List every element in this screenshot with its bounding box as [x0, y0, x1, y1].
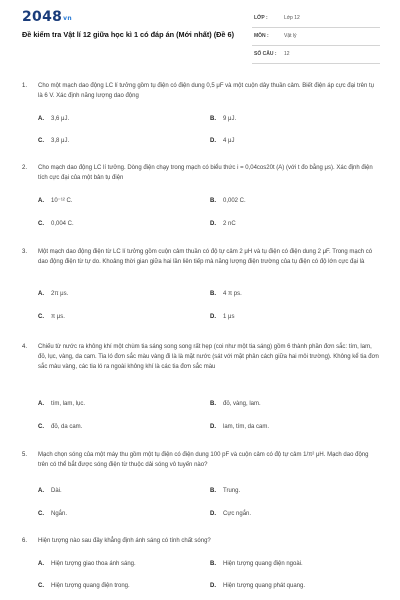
option-d[interactable] [210, 220, 236, 229]
option-key: C. [38, 424, 44, 430]
meta-value: 12 [284, 51, 290, 57]
option-text: 10⁻¹² C. [51, 198, 73, 204]
option-a[interactable] [38, 400, 85, 409]
option-text: 3,6 μJ. [51, 116, 70, 122]
option-d[interactable] [210, 313, 234, 322]
option-key: A. [38, 198, 44, 204]
option-text: Hiện tượng quang điện trong. [51, 583, 130, 589]
question-text: Hiện tượng nào sau đây khẳng định ánh sáng có tính chất sóng? [38, 538, 211, 544]
option-c[interactable] [38, 582, 130, 591]
option-b[interactable] [210, 560, 303, 569]
option-b[interactable] [210, 400, 261, 409]
meta-label: SỐ CÂU : [254, 51, 277, 57]
option-c[interactable] [38, 510, 67, 519]
option-a[interactable] [38, 487, 62, 496]
question-text: Một mạch dao động điện từ LC lí tưởng gồm cuộn cảm thuần có độ tự cảm 2 μH và tụ điện có điện dung 2 μF. Trong mạch có dao động điện từ tự do. Khoảng thời gian giữa hai lần liên tiếp mà năng lượng điện trường của tụ điện có độ lớn cực đại là [38, 249, 373, 265]
option-key: A. [38, 401, 44, 407]
meta-row-count [252, 48, 380, 64]
logo-text: 2048 [22, 9, 63, 25]
option-key: D. [210, 511, 216, 517]
site-logo[interactable] [22, 9, 72, 25]
question-number: 3. [22, 249, 28, 255]
option-key: D. [210, 314, 216, 320]
question-number: 1. [22, 83, 28, 89]
option-a[interactable] [38, 290, 68, 299]
option-text: 0,002 C. [223, 198, 246, 204]
exam-meta [252, 12, 380, 66]
option-text: Hiện tượng giao thoa ánh sáng. [51, 561, 136, 567]
option-b[interactable] [210, 290, 242, 299]
question-text: Chiếu từ nước ra không khí một chùm tia sáng song song rất hẹp (coi như một tia sáng) gồm 6 thành phần đơn sắc: tím, lam, đỏ, lục, vàng, da cam. Tia ló đơn sắc màu vàng đi là là mặt nước (sát với mặt phân cách giữa hai môi trường). Không kể tia đơn sắc màu vàng, các tia ló ra ngoài không khí là các tia đơn sắc màu [38, 344, 379, 370]
option-text: 0,004 C. [51, 221, 74, 227]
option-c[interactable] [38, 313, 65, 322]
meta-row-subject [252, 30, 380, 46]
option-text: Hiện tượng quang phát quang. [223, 583, 306, 589]
logo-suffix: vn [63, 15, 72, 22]
option-d[interactable] [210, 137, 234, 146]
option-text: Trung. [223, 488, 241, 494]
option-text: Ngắn. [51, 511, 68, 517]
question-number: 6. [22, 538, 28, 544]
option-key: C. [38, 138, 44, 144]
option-text: 1 μs [223, 314, 235, 320]
option-d[interactable] [210, 510, 251, 519]
option-text: Hiện tượng quang điện ngoài. [223, 561, 303, 567]
option-a[interactable] [38, 115, 69, 124]
option-c[interactable] [38, 220, 74, 229]
option-a[interactable] [38, 560, 136, 569]
option-text: 2 nC [223, 221, 236, 227]
option-b[interactable] [210, 115, 236, 124]
option-text: 4 π ps. [223, 291, 242, 297]
option-key: A. [38, 561, 44, 567]
option-text: π μs. [51, 314, 65, 320]
option-text: đỏ, da cam. [51, 424, 83, 430]
option-key: D. [210, 138, 216, 144]
meta-value: Vật lý [284, 33, 297, 39]
meta-row-class [252, 12, 380, 28]
question-number: 4. [22, 344, 28, 350]
option-text: lam, tím, da cam. [223, 424, 270, 430]
option-key: B. [210, 116, 216, 122]
question-text: Cho mạch dao động LC lí tưởng. Dòng điện chạy trong mạch có biểu thức i = 0,04cos20t (A) (với t đo bằng μs). Xác định điện tích cực đại của một bản tụ điện [38, 165, 373, 181]
option-key: C. [38, 221, 44, 227]
option-text: 4 μJ [223, 138, 235, 144]
question-text: Cho một mạch dao động LC lí tưởng gồm tụ điện có điện dung 0,5 μF và một cuộn dây thuần cảm. Biết điện áp cực đại trên tụ là 6 V. Xác định năng lượng dao động [38, 83, 374, 99]
option-c[interactable] [38, 137, 69, 146]
option-d[interactable] [210, 423, 269, 432]
question-text: Mạch chọn sóng của một máy thu gồm một tụ điện có điện dung 100 pF và cuộn cảm có độ tự cảm 1/π² μH. Mạch dao động trên có thể bắt được sóng điện từ thuộc dải sóng vô tuyến nào? [38, 452, 369, 468]
option-text: 9 μJ. [223, 116, 237, 122]
option-key: D. [210, 221, 216, 227]
page-title: Đề kiểm tra Vật lí 12 giữa học kì 1 có đáp án (Mới nhất) (Đề 6) [22, 30, 234, 39]
question-number: 5. [22, 452, 28, 458]
option-key: A. [38, 488, 44, 494]
option-text: Cực ngắn. [223, 511, 252, 517]
option-key: C. [38, 583, 44, 589]
option-key: A. [38, 291, 44, 297]
option-text: đỏ, vàng, lam. [223, 401, 261, 407]
option-b[interactable] [210, 197, 246, 206]
option-key: B. [210, 198, 216, 204]
option-text: 3,8 μJ. [51, 138, 70, 144]
option-key: A. [38, 116, 44, 122]
question-number: 2. [22, 165, 28, 171]
meta-label: LỚP : [254, 15, 268, 21]
option-key: C. [38, 314, 44, 320]
option-key: D. [210, 583, 216, 589]
option-b[interactable] [210, 487, 240, 496]
option-key: B. [210, 291, 216, 297]
option-d[interactable] [210, 582, 305, 591]
option-a[interactable] [38, 197, 73, 206]
option-text: 2π μs. [51, 291, 69, 297]
page-header [0, 0, 400, 68]
meta-label: MÔN : [254, 33, 269, 39]
option-key: B. [210, 488, 216, 494]
meta-value: Lớp 12 [284, 15, 300, 21]
option-text: tím, lam, lục. [51, 401, 86, 407]
option-key: B. [210, 561, 216, 567]
option-key: D. [210, 424, 216, 430]
option-key: B. [210, 401, 216, 407]
option-key: C. [38, 511, 44, 517]
option-c[interactable] [38, 423, 82, 432]
option-text: Dài. [51, 488, 62, 494]
